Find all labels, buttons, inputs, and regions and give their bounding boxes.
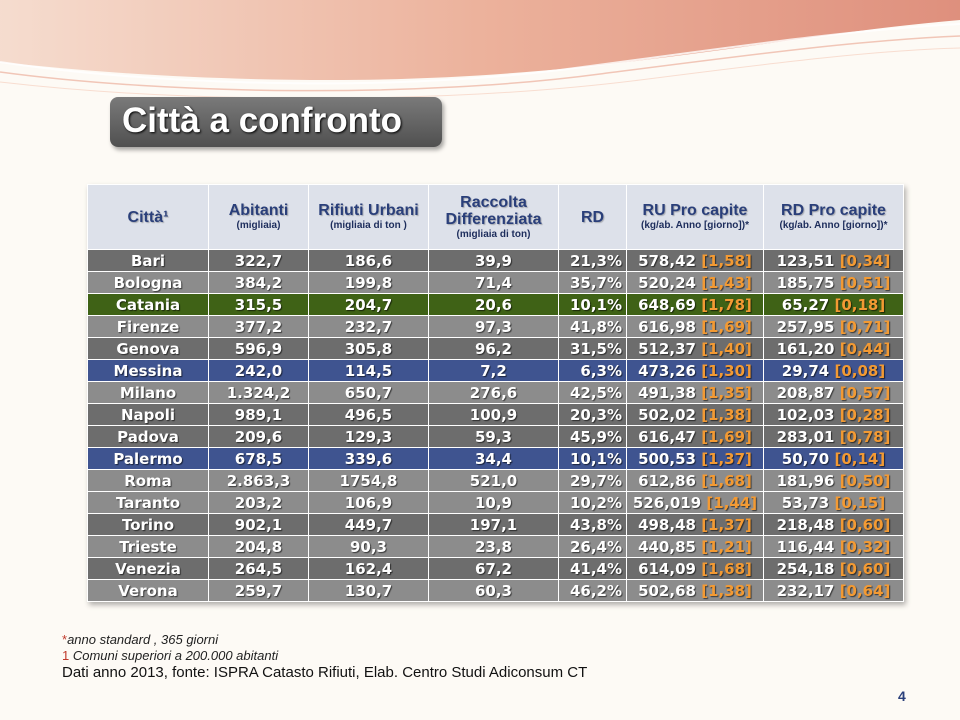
cities-comparison-table <box>87 184 904 602</box>
cell-rifiuti-urbani: 496,5 <box>309 404 429 426</box>
daily-value: [0,32] <box>839 537 891 556</box>
cell-ru-pro-capite: 648,69 [1,78] <box>627 294 764 316</box>
cell-abitanti: 203,2 <box>209 492 309 514</box>
cell-raccolta-differenziata: 100,9 <box>429 404 559 426</box>
cell-rd: 42,5% <box>559 382 627 404</box>
cell-city: Firenze <box>88 316 209 338</box>
cell-raccolta-differenziata: 20,6 <box>429 294 559 316</box>
cell-rd: 43,8% <box>559 514 627 536</box>
cell-ru-pro-capite: 440,85 [1,21] <box>627 536 764 558</box>
table-row <box>88 338 904 360</box>
cell-rifiuti-urbani: 162,4 <box>309 558 429 580</box>
daily-value: [1,68] <box>701 471 752 490</box>
cell-city: Bologna <box>88 272 209 294</box>
cell-raccolta-differenziata: 39,9 <box>429 250 559 272</box>
daily-value: [0,57] <box>839 383 891 402</box>
cell-rd-pro-capite: 283,01 [0,78] <box>764 426 904 448</box>
cell-ru-pro-capite: 502,68 [1,38] <box>627 580 764 602</box>
cell-raccolta-differenziata: 67,2 <box>429 558 559 580</box>
cell-raccolta-differenziata: 71,4 <box>429 272 559 294</box>
cell-rifiuti-urbani: 1754,8 <box>309 470 429 492</box>
cell-rd: 41,4% <box>559 558 627 580</box>
cell-raccolta-differenziata: 34,4 <box>429 448 559 470</box>
cell-abitanti: 315,5 <box>209 294 309 316</box>
cell-rifiuti-urbani: 204,7 <box>309 294 429 316</box>
daily-value: [0,18] <box>834 295 886 314</box>
cell-ru-pro-capite: 500,53 [1,37] <box>627 448 764 470</box>
daily-value: [0,28] <box>839 405 891 424</box>
cell-city: Palermo <box>88 448 209 470</box>
slide-title-box <box>110 97 442 147</box>
cell-city: Verona <box>88 580 209 602</box>
cell-city: Roma <box>88 470 209 492</box>
footnote-municipalities: 1 Comuni superiori a 200.000 abitanti <box>62 648 279 663</box>
cell-rifiuti-urbani: 449,7 <box>309 514 429 536</box>
cell-city: Padova <box>88 426 209 448</box>
cell-rifiuti-urbani: 129,3 <box>309 426 429 448</box>
cell-rd: 35,7% <box>559 272 627 294</box>
cell-abitanti: 678,5 <box>209 448 309 470</box>
daily-value: [1,38] <box>701 581 752 600</box>
daily-value: [0,44] <box>839 339 891 358</box>
daily-value: [0,64] <box>839 581 891 600</box>
cell-city: Messina <box>88 360 209 382</box>
cell-rd: 41,8% <box>559 316 627 338</box>
cell-city: Milano <box>88 382 209 404</box>
header-rifiuti-urbani: Rifiuti Urbani (migliaia di ton ) <box>309 185 429 250</box>
cell-abitanti: 242,0 <box>209 360 309 382</box>
cell-abitanti: 377,2 <box>209 316 309 338</box>
daily-value: [1,69] <box>701 317 752 336</box>
header-abitanti: Abitanti (migliaia) <box>209 185 309 250</box>
cell-rd-pro-capite: 257,95 [0,71] <box>764 316 904 338</box>
cell-city: Catania <box>88 294 209 316</box>
cell-rifiuti-urbani: 130,7 <box>309 580 429 602</box>
table-row <box>88 404 904 426</box>
daily-value: [0,60] <box>839 515 891 534</box>
daily-value: [0,08] <box>834 361 886 380</box>
daily-value: [0,14] <box>834 449 886 468</box>
table-row <box>88 360 904 382</box>
cell-raccolta-differenziata: 97,3 <box>429 316 559 338</box>
cell-rifiuti-urbani: 114,5 <box>309 360 429 382</box>
table-row <box>88 580 904 602</box>
cell-rd: 6,3% <box>559 360 627 382</box>
cell-raccolta-differenziata: 197,1 <box>429 514 559 536</box>
cell-ru-pro-capite: 612,86 [1,68] <box>627 470 764 492</box>
table-row <box>88 294 904 316</box>
footnotes <box>62 632 587 682</box>
cell-ru-pro-capite: 614,09 [1,68] <box>627 558 764 580</box>
cell-rd-pro-capite: 123,51 [0,34] <box>764 250 904 272</box>
cell-rd: 10,1% <box>559 294 627 316</box>
cell-abitanti: 2.863,3 <box>209 470 309 492</box>
cell-rd: 46,2% <box>559 580 627 602</box>
daily-value: [1,38] <box>701 405 752 424</box>
cell-ru-pro-capite: 491,38 [1,35] <box>627 382 764 404</box>
cell-rd: 10,2% <box>559 492 627 514</box>
slide-title: Città a confronto <box>122 101 402 140</box>
table-row <box>88 250 904 272</box>
decorative-wave-banner <box>0 0 960 110</box>
header-rd: RD <box>559 185 627 250</box>
daily-value: [0,34] <box>839 251 891 270</box>
table-row <box>88 272 904 294</box>
cell-rifiuti-urbani: 339,6 <box>309 448 429 470</box>
cell-raccolta-differenziata: 521,0 <box>429 470 559 492</box>
daily-value: [0,60] <box>839 559 891 578</box>
table-row <box>88 316 904 338</box>
daily-value: [0,51] <box>839 273 891 292</box>
cell-rd-pro-capite: 181,96 [0,50] <box>764 470 904 492</box>
cell-abitanti: 902,1 <box>209 514 309 536</box>
cell-rd-pro-capite: 185,75 [0,51] <box>764 272 904 294</box>
cell-raccolta-differenziata: 96,2 <box>429 338 559 360</box>
cell-rd-pro-capite: 102,03 [0,28] <box>764 404 904 426</box>
cell-raccolta-differenziata: 59,3 <box>429 426 559 448</box>
cell-city: Trieste <box>88 536 209 558</box>
table-row <box>88 448 904 470</box>
cell-ru-pro-capite: 473,26 [1,30] <box>627 360 764 382</box>
cell-rd-pro-capite: 116,44 [0,32] <box>764 536 904 558</box>
cell-abitanti: 989,1 <box>209 404 309 426</box>
cell-rd: 21,3% <box>559 250 627 272</box>
cell-rd: 26,4% <box>559 536 627 558</box>
header-citta: Città¹ <box>88 185 209 250</box>
header-ru-pro-capite: RU Pro capite (kg/ab. Anno [giorno])* <box>627 185 764 250</box>
cell-raccolta-differenziata: 276,6 <box>429 382 559 404</box>
data-source-note: Dati anno 2013, fonte: ISPRA Catasto Rifiuti, Elab. Centro Studi Adiconsum CT <box>62 664 588 681</box>
cell-rifiuti-urbani: 90,3 <box>309 536 429 558</box>
cell-rd-pro-capite: 218,48 [0,60] <box>764 514 904 536</box>
header-rd-pro-capite: RD Pro capite (kg/ab. Anno [giorno])* <box>764 185 904 250</box>
table-row <box>88 536 904 558</box>
cell-abitanti: 209,6 <box>209 426 309 448</box>
cell-rd-pro-capite: 232,17 [0,64] <box>764 580 904 602</box>
footnote-standard-year: *anno standard , 365 giorni <box>62 632 219 647</box>
cell-rd-pro-capite: 53,73 [0,15] <box>764 492 904 514</box>
daily-value: [0,71] <box>839 317 891 336</box>
daily-value: [1,69] <box>701 427 752 446</box>
cell-abitanti: 596,9 <box>209 338 309 360</box>
cell-rifiuti-urbani: 186,6 <box>309 250 429 272</box>
cell-rd-pro-capite: 50,70 [0,14] <box>764 448 904 470</box>
cell-rifiuti-urbani: 305,8 <box>309 338 429 360</box>
daily-value: [1,37] <box>701 449 752 468</box>
table-row <box>88 426 904 448</box>
daily-value: [0,50] <box>839 471 891 490</box>
daily-value: [1,58] <box>701 251 752 270</box>
table-header-row <box>88 185 904 250</box>
daily-value: [1,43] <box>701 273 752 292</box>
cell-rd: 29,7% <box>559 470 627 492</box>
table-row <box>88 492 904 514</box>
cell-ru-pro-capite: 520,24 [1,43] <box>627 272 764 294</box>
daily-value: [0,15] <box>834 493 886 512</box>
cell-abitanti: 322,7 <box>209 250 309 272</box>
daily-value: [1,40] <box>701 339 752 358</box>
cell-rd-pro-capite: 65,27 [0,18] <box>764 294 904 316</box>
daily-value: [1,35] <box>701 383 752 402</box>
cell-city: Torino <box>88 514 209 536</box>
cell-abitanti: 259,7 <box>209 580 309 602</box>
cell-rd-pro-capite: 29,74 [0,08] <box>764 360 904 382</box>
cell-ru-pro-capite: 616,47 [1,69] <box>627 426 764 448</box>
cell-raccolta-differenziata: 60,3 <box>429 580 559 602</box>
cell-rd: 45,9% <box>559 426 627 448</box>
cell-ru-pro-capite: 578,42 [1,58] <box>627 250 764 272</box>
daily-value: [1,68] <box>701 559 752 578</box>
cell-ru-pro-capite: 616,98 [1,69] <box>627 316 764 338</box>
cell-city: Genova <box>88 338 209 360</box>
cell-city: Bari <box>88 250 209 272</box>
cell-rifiuti-urbani: 199,8 <box>309 272 429 294</box>
cell-rd-pro-capite: 161,20 [0,44] <box>764 338 904 360</box>
cell-rifiuti-urbani: 650,7 <box>309 382 429 404</box>
cell-city: Venezia <box>88 558 209 580</box>
cell-rd: 10,1% <box>559 448 627 470</box>
cell-rd: 31,5% <box>559 338 627 360</box>
cell-rd: 20,3% <box>559 404 627 426</box>
cell-raccolta-differenziata: 23,8 <box>429 536 559 558</box>
cell-abitanti: 204,8 <box>209 536 309 558</box>
cell-city: Napoli <box>88 404 209 426</box>
table-row <box>88 558 904 580</box>
daily-value: [1,21] <box>701 537 752 556</box>
cell-rd-pro-capite: 208,87 [0,57] <box>764 382 904 404</box>
cell-abitanti: 264,5 <box>209 558 309 580</box>
table-row <box>88 470 904 492</box>
page-number: 4 <box>898 688 906 704</box>
daily-value: [1,44] <box>706 493 758 512</box>
cell-ru-pro-capite: 512,37 [1,40] <box>627 338 764 360</box>
cell-abitanti: 384,2 <box>209 272 309 294</box>
cell-ru-pro-capite: 498,48 [1,37] <box>627 514 764 536</box>
cell-raccolta-differenziata: 10,9 <box>429 492 559 514</box>
table-row <box>88 382 904 404</box>
daily-value: [0,78] <box>839 427 891 446</box>
daily-value: [1,37] <box>701 515 752 534</box>
cell-raccolta-differenziata: 7,2 <box>429 360 559 382</box>
table-row <box>88 514 904 536</box>
daily-value: [1,78] <box>701 295 752 314</box>
cell-city: Taranto <box>88 492 209 514</box>
cell-ru-pro-capite: 502,02 [1,38] <box>627 404 764 426</box>
cell-abitanti: 1.324,2 <box>209 382 309 404</box>
cell-ru-pro-capite: 526,019 [1,44] <box>627 492 764 514</box>
cell-rifiuti-urbani: 232,7 <box>309 316 429 338</box>
daily-value: [1,30] <box>701 361 752 380</box>
cell-rifiuti-urbani: 106,9 <box>309 492 429 514</box>
cell-rd-pro-capite: 254,18 [0,60] <box>764 558 904 580</box>
header-raccolta-differenziata: Raccolta Differenziata (migliaia di ton) <box>429 185 559 250</box>
